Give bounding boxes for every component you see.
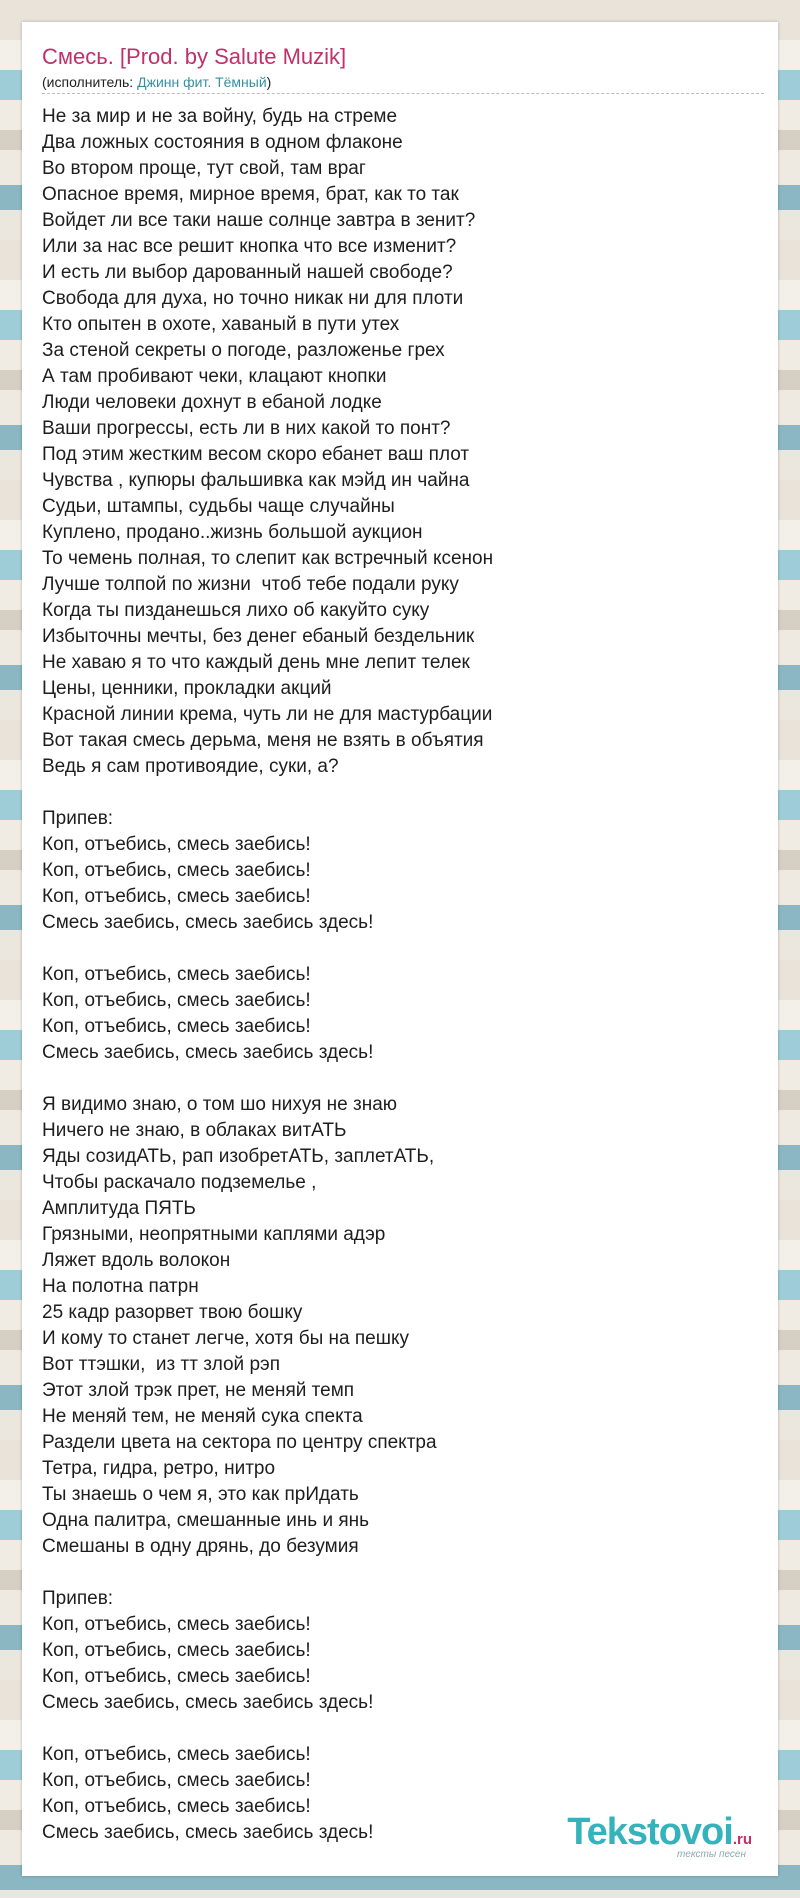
performer-line xyxy=(42,74,271,90)
lyrics-line: Два ложных состояния в одном флаконе xyxy=(42,132,403,153)
lyrics-line: Не за мир и не за войну, будь на стреме xyxy=(42,106,398,127)
lyrics-body xyxy=(42,104,493,1846)
lyrics-line: Смесь заебись, смесь заебись здесь! xyxy=(42,1822,374,1843)
lyrics-line: Коп, отъебись, смесь заебись! xyxy=(42,1614,311,1635)
lyrics-line: Судьи, штампы, судьбы чаще случайны xyxy=(42,496,395,517)
lyrics-line: Чувства , купюры фальшивка как мэйд ин чайна xyxy=(42,470,470,491)
lyrics-line: Смесь заебись, смесь заебись здесь! xyxy=(42,1692,374,1713)
lyrics-line: Вот ттэшки, из тт злой рэп xyxy=(42,1354,281,1375)
lyrics-line: То чемень полная, то слепит как встречный ксенон xyxy=(42,548,494,569)
performer-suffix: ) xyxy=(266,74,272,90)
lyrics-line: Куплено, продано..жизнь большой аукцион xyxy=(42,522,423,543)
lyrics-line: Ведь я сам противоядие, суки, а? xyxy=(42,756,339,777)
lyrics-line: Одна палитра, смешанные инь и янь xyxy=(42,1510,370,1531)
lyrics-line: И кому то станет легче, хотя бы на пешку xyxy=(42,1328,409,1349)
lyrics-line: Коп, отъебись, смесь заебись! xyxy=(42,834,311,855)
lyrics-line: Не хаваю я то что каждый день мне лепит телек xyxy=(42,652,470,673)
lyrics-line: И есть ли выбор дарованный нашей свободе? xyxy=(42,262,453,283)
lyrics-line: Раздели цвета на сектора по центру спектра xyxy=(42,1432,437,1453)
lyrics-line: Коп, отъебись, смесь заебись! xyxy=(42,1770,311,1791)
lyrics-line: Коп, отъебись, смесь заебись! xyxy=(42,964,311,985)
lyrics-line: Смешаны в одну дрянь, до безумия xyxy=(42,1536,359,1557)
lyrics-line: Этот злой трэк прет, не меняй темп xyxy=(42,1380,355,1401)
lyrics-line: Избыточны мечты, без денег ебаный бездельник xyxy=(42,626,475,647)
lyrics-line: Коп, отъебись, смесь заебись! xyxy=(42,1666,311,1687)
lyrics-line: Смесь заебись, смесь заебись здесь! xyxy=(42,1042,374,1063)
lyrics-line: Свобода для духа, но точно никак ни для плоти xyxy=(42,288,464,309)
lyrics-line: Я видимо знаю, о том шо нихуя не знаю xyxy=(42,1094,398,1115)
lyrics-line: Когда ты пизданешься лихо об какуйто суку xyxy=(42,600,430,621)
performer-prefix: (исполнитель: xyxy=(42,74,138,90)
lyrics-line: Коп, отъебись, смесь заебись! xyxy=(42,860,311,881)
logo-name: Tekstovoi xyxy=(567,1811,733,1853)
lyrics-blank-line xyxy=(42,780,493,806)
lyrics-line: А там пробивают чеки, клацают кнопки xyxy=(42,366,387,387)
lyrics-line: Коп, отъебись, смесь заебись! xyxy=(42,1796,311,1817)
lyrics-card xyxy=(22,22,778,1876)
lyrics-line: Грязными, неопрятными каплями адэр xyxy=(42,1224,386,1245)
lyrics-line: Не меняй тем, не меняй сука спекта xyxy=(42,1406,363,1427)
lyrics-line: Коп, отъебись, смесь заебись! xyxy=(42,886,311,907)
lyrics-line: Припев: xyxy=(42,808,114,829)
logo-tagline: тексты песен xyxy=(677,1849,746,1860)
lyrics-line: Лучше толпой по жизни чтоб тебе подали руку xyxy=(42,574,459,595)
lyrics-line: Коп, отъебись, смесь заебись! xyxy=(42,1744,311,1765)
lyrics-line: Под этим жестким весом скоро ебанет ваш плот xyxy=(42,444,470,465)
lyrics-blank-line xyxy=(42,1066,493,1092)
title-divider xyxy=(42,93,764,94)
lyrics-blank-line xyxy=(42,936,493,962)
lyrics-line: Люди человеки дохнут в ебаной лодке xyxy=(42,392,382,413)
logo-tld: .ru xyxy=(732,1831,752,1848)
performer-link[interactable]: Джинн фит. Тёмный xyxy=(137,74,267,90)
lyrics-line: Чтобы раскачало подземелье , xyxy=(42,1172,317,1193)
lyrics-line: Ничего не знаю, в облаках витАТЬ xyxy=(42,1120,347,1141)
lyrics-line: Смесь заебись, смесь заебись здесь! xyxy=(42,912,374,933)
lyrics-line: Во втором проще, тут свой, там враг xyxy=(42,158,366,179)
lyrics-line: 25 кадр разорвет твою бошку xyxy=(42,1302,303,1323)
lyrics-line: Коп, отъебись, смесь заебись! xyxy=(42,990,311,1011)
lyrics-line: Коп, отъебись, смесь заебись! xyxy=(42,1640,311,1661)
lyrics-line: Коп, отъебись, смесь заебись! xyxy=(42,1016,311,1037)
lyrics-line: Опасное время, мирное время, брат, как то так xyxy=(42,184,459,205)
lyrics-line: Тетра, гидра, ретро, нитро xyxy=(42,1458,276,1479)
lyrics-line: Вот такая смесь дерьма, меня не взять в объятия xyxy=(42,730,484,751)
lyrics-line: Амплитуда ПЯТЬ xyxy=(42,1198,196,1219)
lyrics-line: Войдет ли все таки наше солнце завтра в зенит? xyxy=(42,210,476,231)
song-title: Смесь. [Prod. by Salute Muzik] xyxy=(42,44,347,69)
lyrics-line: На полотна патрн xyxy=(42,1276,199,1297)
lyrics-line: Яды созидАТЬ, рап изобретАТЬ, заплетАТЬ, xyxy=(42,1146,435,1167)
lyrics-blank-line xyxy=(42,1716,493,1742)
lyrics-line: Ляжет вдоль волокон xyxy=(42,1250,231,1271)
lyrics-blank-line xyxy=(42,1560,493,1586)
lyrics-line: Красной линии крема, чуть ли не для мастурбации xyxy=(42,704,493,725)
lyrics-line: Кто опытен в охоте, хаваный в пути утех xyxy=(42,314,400,335)
lyrics-line: Цены, ценники, прокладки акций xyxy=(42,678,332,699)
site-logo[interactable] xyxy=(567,1813,752,1860)
lyrics-line: Припев: xyxy=(42,1588,114,1609)
lyrics-line: Ваши прогрессы, есть ли в них какой то понт? xyxy=(42,418,451,439)
lyrics-line: Ты знаешь о чем я, это как прИдать xyxy=(42,1484,359,1505)
lyrics-line: Или за нас все решит кнопка что все изменит? xyxy=(42,236,457,257)
lyrics-line: За стеной секреты о погоде, разложенье грех xyxy=(42,340,445,361)
